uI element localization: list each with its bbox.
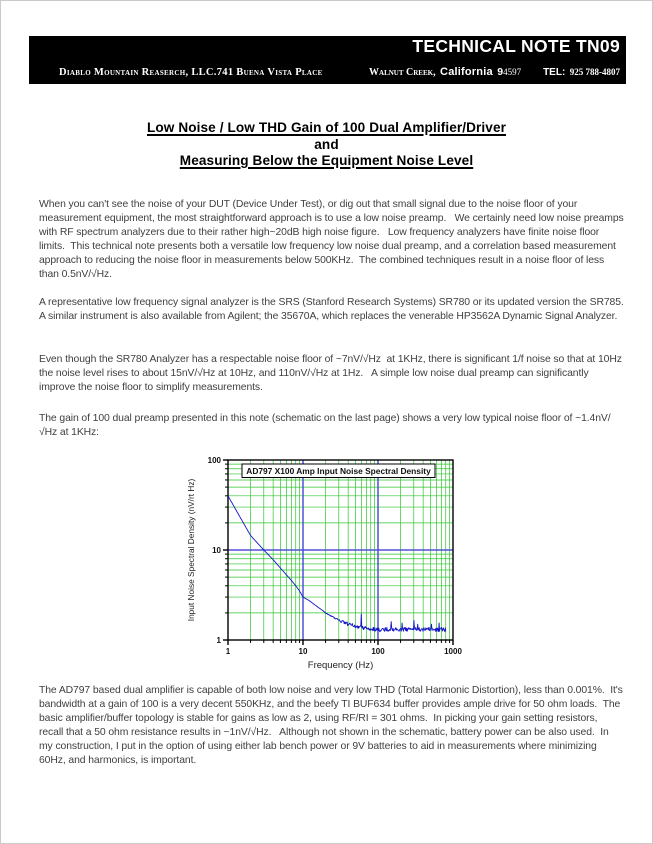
tel-label: TEL: [543, 67, 566, 78]
paragraph-sr780-noise: Even though the SR780 Analyzer has a respectable noise floor of ~7nV/√Hz at 1KHz, there is significant 1/f noise so that at 10Hz the noise level rises to about 15nV/√Hz at 10Hz, and 110nV/√Hz at 1Hz. A simple low noise dual preamp can significantly improve the noise floor to simplify measurements. [39, 354, 625, 393]
address-state: California [440, 66, 493, 78]
address-zip: 4597 [503, 67, 522, 77]
paragraph-analyzers: A representative low frequency signal analyzer is the SRS (Stanford Research Systems) SR780 or its updated version the SR785. A similar instrument is also available from Agilent; the 35670A, which replaces the venerable HP3562A Dynamic Signal Analyzer. [39, 297, 632, 322]
address-city: Walnut Creek, [369, 67, 436, 78]
title-line-3: Measuring Below the Equipment Noise Level [179, 153, 474, 168]
paragraph-preamp-gain: The gain of 100 dual preamp presented in this note (schematic on the last page) shows a very low typical noise floor of ~1.4nV/√Hz at 1KHz: [39, 413, 611, 438]
y-tick-label: 100 [207, 456, 221, 465]
y-axis-label: Input Noise Spectral Density (nV/rt Hz) [186, 478, 196, 622]
y-tick-label: 10 [212, 546, 221, 555]
noise-spectral-density-chart [184, 453, 486, 679]
company-address [369, 62, 620, 80]
x-tick-label: 10 [298, 647, 308, 656]
address-zip-lead: 9 [497, 66, 504, 78]
tel-number: 925 788-4807 [569, 67, 620, 77]
y-tick-label: 1 [216, 636, 221, 645]
title-line-2: and [314, 136, 339, 152]
chart-canvas [184, 453, 486, 679]
title-line-1: Low Noise / Low THD Gain of 100 Dual Amplifier/Driver [146, 120, 507, 135]
technical-note-number: TECHNICAL NOTE TN09 [412, 36, 620, 56]
chart-title: AD797 X100 Amp Input Noise Spectral Density [246, 466, 431, 476]
document-title [1, 120, 652, 170]
x-tick-label: 1 [225, 647, 231, 656]
header-address-row [29, 62, 626, 80]
company-name: Diablo Mountain Reaserch, LLC.741 Buena Vista Place [59, 67, 323, 78]
header-bar [29, 36, 626, 84]
x-tick-label: 100 [371, 647, 385, 656]
paragraph-intro: When you can't see the noise of your DUT (Device Under Test), or dig out that small signal due to the noise floor of your measurement equipment, the most straightforward approach is to use a low noise preamp. We certainly need low noise preamps with RF spectrum analyzers due to their rather high~20dB high noise figure. Low frequency analyzers have finite noise floor limits. This technical note presents both a versatile low frequency low noise dual preamp, and a correlation based measurement approach to reducing the noise floor in measurements below 500KHz. The combined techniques result in a noise floor of less than 0.5nV/√Hz. [39, 199, 627, 280]
x-axis-label: Frequency (Hz) [307, 660, 374, 671]
paragraph-ad797-details: The AD797 based dual amplifier is capable of both low noise and very low THD (Total Harmonic Distortion), less than 0.001%. It's bandwidth at a gain of 100 is a very decent 550KHz, and the beefy TI BUF634 buffer provides ample drive for 50 ohm loads. The basic amplifier/buffer topology is stable for gains as low as 2, using RF/RI = 301 ohms. In picking your gain setting resistors, recall that a 50 ohm resistance results in ~1nV/√Hz. Although not shown in the schematic, battery power can be also used. In my construction, I put in the option of using either lab bench power or 9V batteries to aid in measurements where minimizing 60Hz, and harmonics, is important. [39, 685, 626, 766]
x-tick-label: 1000 [444, 647, 462, 656]
